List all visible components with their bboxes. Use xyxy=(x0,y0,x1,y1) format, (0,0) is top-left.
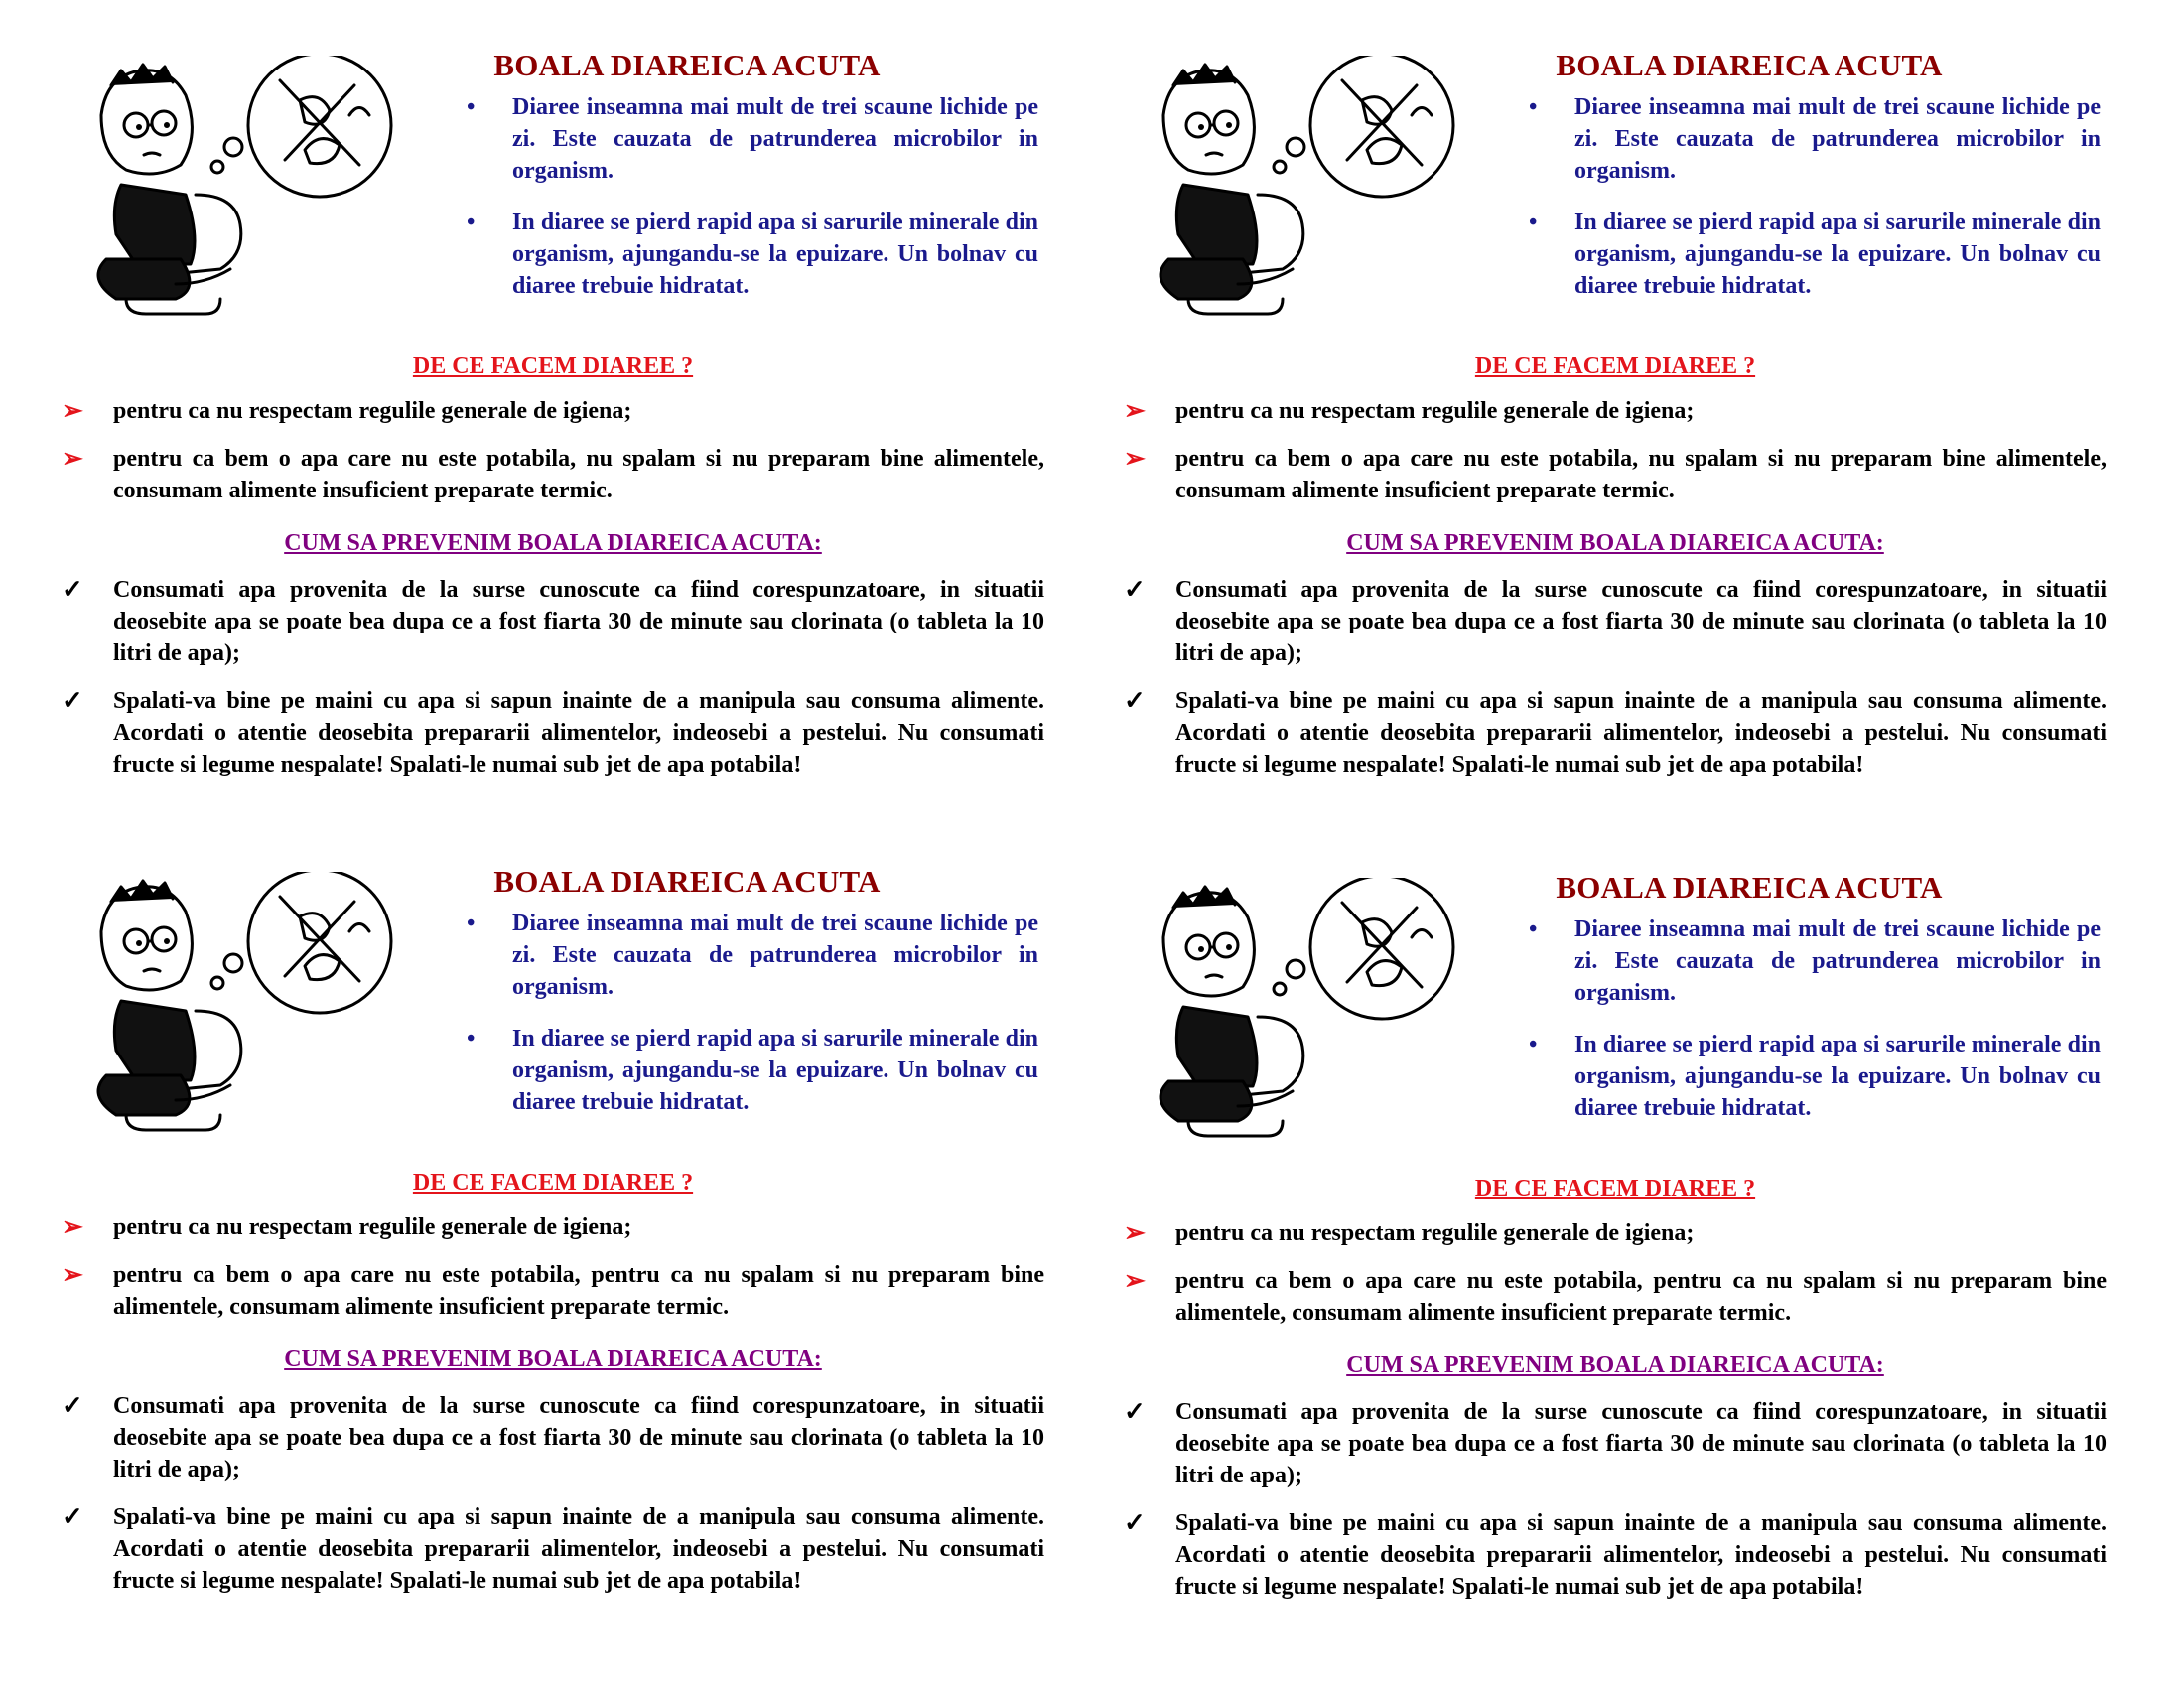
leaflet-panel-1 xyxy=(62,48,1044,842)
boy-on-toilet-illustration xyxy=(67,872,424,1145)
prevent-item: ✓ Consumati apa provenita de la surse cunoscute ca fiind corespunzatoare, in situatii deosebite apa se poate bea dupa ce a fost fiarta 30 de minute sau clorinata (o tableta la 10 litri de apa); xyxy=(1124,1397,2107,1488)
prevent-item: ✓ Consumati apa provenita de la surse cunoscute ca fiind corespunzatoare, in situatii deosebite apa se poate bea dupa ce a fost fiarta 30 de minute sau clorinata (o tableta la 10 litri de apa); xyxy=(1124,575,2107,666)
bullet-dot-icon: • xyxy=(467,911,476,936)
bullet-dot-icon: • xyxy=(1529,94,1538,120)
checkmark-icon: ✓ xyxy=(62,686,83,715)
prevent-list xyxy=(62,1390,1044,1613)
prevent-item: ✓ Consumati apa provenita de la surse cunoscute ca fiind corespunzatoare, in situatii deosebite apa se poate bea dupa ce a fost fiarta 30 de minute sau clorinata (o tableta la 10 litri de apa); xyxy=(62,1391,1044,1482)
bullet-dot-icon: • xyxy=(467,210,476,235)
how-heading: CUM SA PREVENIM BOALA DIAREICA ACUTA: xyxy=(284,1346,822,1372)
bullet-dot-icon: • xyxy=(467,1026,476,1052)
why-heading: DE CE FACEM DIAREE ? xyxy=(412,353,694,379)
bullet-dot-icon: • xyxy=(1529,1032,1538,1057)
intro-list xyxy=(1529,914,2101,1144)
prevent-list xyxy=(62,574,1044,796)
how-heading: CUM SA PREVENIM BOALA DIAREICA ACUTA: xyxy=(1346,530,1884,556)
reason-item: ➢ pentru ca nu respectam regulile generale de igiena; xyxy=(1124,1218,1695,1247)
why-heading: DE CE FACEM DIAREE ? xyxy=(1474,353,1756,379)
reason-item: ➢ pentru ca bem o apa care nu este potabila, pentru ca nu spalam si nu preparam bine alimentele, consumam alimente insuficient preparate termic. xyxy=(62,1260,1044,1320)
prevent-item: ✓ Spalati-va bine pe maini cu apa si sapun inainte de a manipula sau consuma alimente. Acordati o atentie deosebita prepararii alimentelor, indeosebi a pestelui. Nu consumati fructe si legume nespalate! Spalati-le numai sub jet de apa potabila! xyxy=(1124,686,2107,777)
bullet-dot-icon: • xyxy=(1529,916,1538,942)
checkmark-icon: ✓ xyxy=(62,575,83,604)
prevent-item: ✓ Spalati-va bine pe maini cu apa si sapun inainte de a manipula sau consuma alimente. Acordati o atentie deosebita prepararii alimentelor, indeosebi a pestelui. Nu consumati fructe si legume nespalate! Spalati-le numai sub jet de apa potabila! xyxy=(62,686,1044,777)
bullet-dot-icon: • xyxy=(467,94,476,120)
intro-item: • In diaree se pierd rapid apa si sarurile minerale din organism, ajungandu-se la epuizare. Un bolnav cu diaree trebuie hidratat. xyxy=(467,207,1038,302)
reason-item: ➢ pentru ca bem o apa care nu este potabila, nu spalam si nu preparam bine alimentele, consumam alimente insuficient preparate termic. xyxy=(62,444,1044,503)
red-arrow-icon: ➢ xyxy=(62,1260,83,1289)
intro-item: • Diaree inseamna mai mult de trei scaune lichide pe zi. Este cauzata de patrunderea microbilor in organism. xyxy=(467,908,1038,1003)
intro-item: • In diaree se pierd rapid apa si sarurile minerale din organism, ajungandu-se la epuizare. Un bolnav cu diaree trebuie hidratat. xyxy=(467,1023,1038,1118)
reason-item: ➢ pentru ca bem o apa care nu este potabila, pentru ca nu spalam si nu preparam bine alimentele, consumam alimente insuficient preparate termic. xyxy=(1124,1266,2107,1326)
checkmark-icon: ✓ xyxy=(1124,1508,1146,1537)
checkmark-icon: ✓ xyxy=(1124,686,1146,715)
prevent-item: ✓ Spalati-va bine pe maini cu apa si sapun inainte de a manipula sau consuma alimente. Acordati o atentie deosebita prepararii alimentelor, indeosebi a pestelui. Nu consumati fructe si legume nespalate! Spalati-le numai sub jet de apa potabila! xyxy=(1124,1508,2107,1600)
reasons-list xyxy=(62,1211,1044,1338)
checkmark-icon: ✓ xyxy=(1124,1397,1146,1426)
leaflet-title: BOALA DIAREICA ACUTA xyxy=(1556,48,1943,82)
intro-item: • Diaree inseamna mai mult de trei scaune lichide pe zi. Este cauzata de patrunderea microbilor in organism. xyxy=(1529,914,2101,1009)
reasons-list xyxy=(1124,395,2107,522)
reasons-list xyxy=(1124,1217,2107,1344)
intro-list xyxy=(467,91,1038,322)
leaflet-panel-4 xyxy=(1124,870,2107,1664)
red-arrow-icon: ➢ xyxy=(62,444,83,473)
why-heading: DE CE FACEM DIAREE ? xyxy=(1474,1176,1756,1201)
reason-item: ➢ pentru ca nu respectam regulile generale de igiena; xyxy=(62,1212,632,1241)
leaflet-panel-3 xyxy=(62,864,1044,1658)
prevent-list xyxy=(1124,574,2107,796)
boy-on-toilet-illustration xyxy=(1129,56,1486,329)
prevent-item: ✓ Spalati-va bine pe maini cu apa si sapun inainte de a manipula sau consuma alimente. Acordati o atentie deosebita prepararii alimentelor, indeosebi a pestelui. Nu consumati fructe si legume nespalate! Spalati-le numai sub jet de apa potabila! xyxy=(62,1502,1044,1594)
red-arrow-icon: ➢ xyxy=(62,1212,83,1241)
how-heading: CUM SA PREVENIM BOALA DIAREICA ACUTA: xyxy=(284,530,822,556)
bullet-dot-icon: • xyxy=(1529,210,1538,235)
intro-item: • In diaree se pierd rapid apa si sarurile minerale din organism, ajungandu-se la epuizare. Un bolnav cu diaree trebuie hidratat. xyxy=(1529,1029,2101,1124)
red-arrow-icon: ➢ xyxy=(1124,1218,1146,1247)
red-arrow-icon: ➢ xyxy=(1124,396,1146,425)
prevent-list xyxy=(1124,1396,2107,1618)
reason-item: ➢ pentru ca nu respectam regulile generale de igiena; xyxy=(1124,396,1695,425)
leaflet-title: BOALA DIAREICA ACUTA xyxy=(493,864,881,899)
prevent-item: ✓ Consumati apa provenita de la surse cunoscute ca fiind corespunzatoare, in situatii deosebite apa se poate bea dupa ce a fost fiarta 30 de minute sau clorinata (o tableta la 10 litri de apa); xyxy=(62,575,1044,666)
reason-item: ➢ pentru ca nu respectam regulile generale de igiena; xyxy=(62,396,632,425)
intro-item: • Diaree inseamna mai mult de trei scaune lichide pe zi. Este cauzata de patrunderea microbilor in organism. xyxy=(467,91,1038,187)
intro-list xyxy=(467,908,1038,1138)
red-arrow-icon: ➢ xyxy=(1124,444,1146,473)
checkmark-icon: ✓ xyxy=(1124,575,1146,604)
leaflet-title: BOALA DIAREICA ACUTA xyxy=(493,48,881,82)
reasons-list xyxy=(62,395,1044,522)
intro-item: • In diaree se pierd rapid apa si sarurile minerale din organism, ajungandu-se la epuizare. Un bolnav cu diaree trebuie hidratat. xyxy=(1529,207,2101,302)
intro-list xyxy=(1529,91,2101,322)
leaflet-title: BOALA DIAREICA ACUTA xyxy=(1556,870,1943,905)
intro-item: • Diaree inseamna mai mult de trei scaune lichide pe zi. Este cauzata de patrunderea microbilor in organism. xyxy=(1529,91,2101,187)
checkmark-icon: ✓ xyxy=(62,1502,83,1531)
boy-on-toilet-illustration xyxy=(1129,878,1486,1151)
red-arrow-icon: ➢ xyxy=(62,396,83,425)
boy-on-toilet-illustration xyxy=(67,56,424,329)
red-arrow-icon: ➢ xyxy=(1124,1266,1146,1295)
why-heading: DE CE FACEM DIAREE ? xyxy=(412,1170,694,1196)
reason-item: ➢ pentru ca bem o apa care nu este potabila, nu spalam si nu preparam bine alimentele, consumam alimente insuficient preparate termic. xyxy=(1124,444,2107,503)
how-heading: CUM SA PREVENIM BOALA DIAREICA ACUTA: xyxy=(1346,1352,1884,1378)
leaflet-panel-2 xyxy=(1124,48,2107,842)
checkmark-icon: ✓ xyxy=(62,1391,83,1420)
